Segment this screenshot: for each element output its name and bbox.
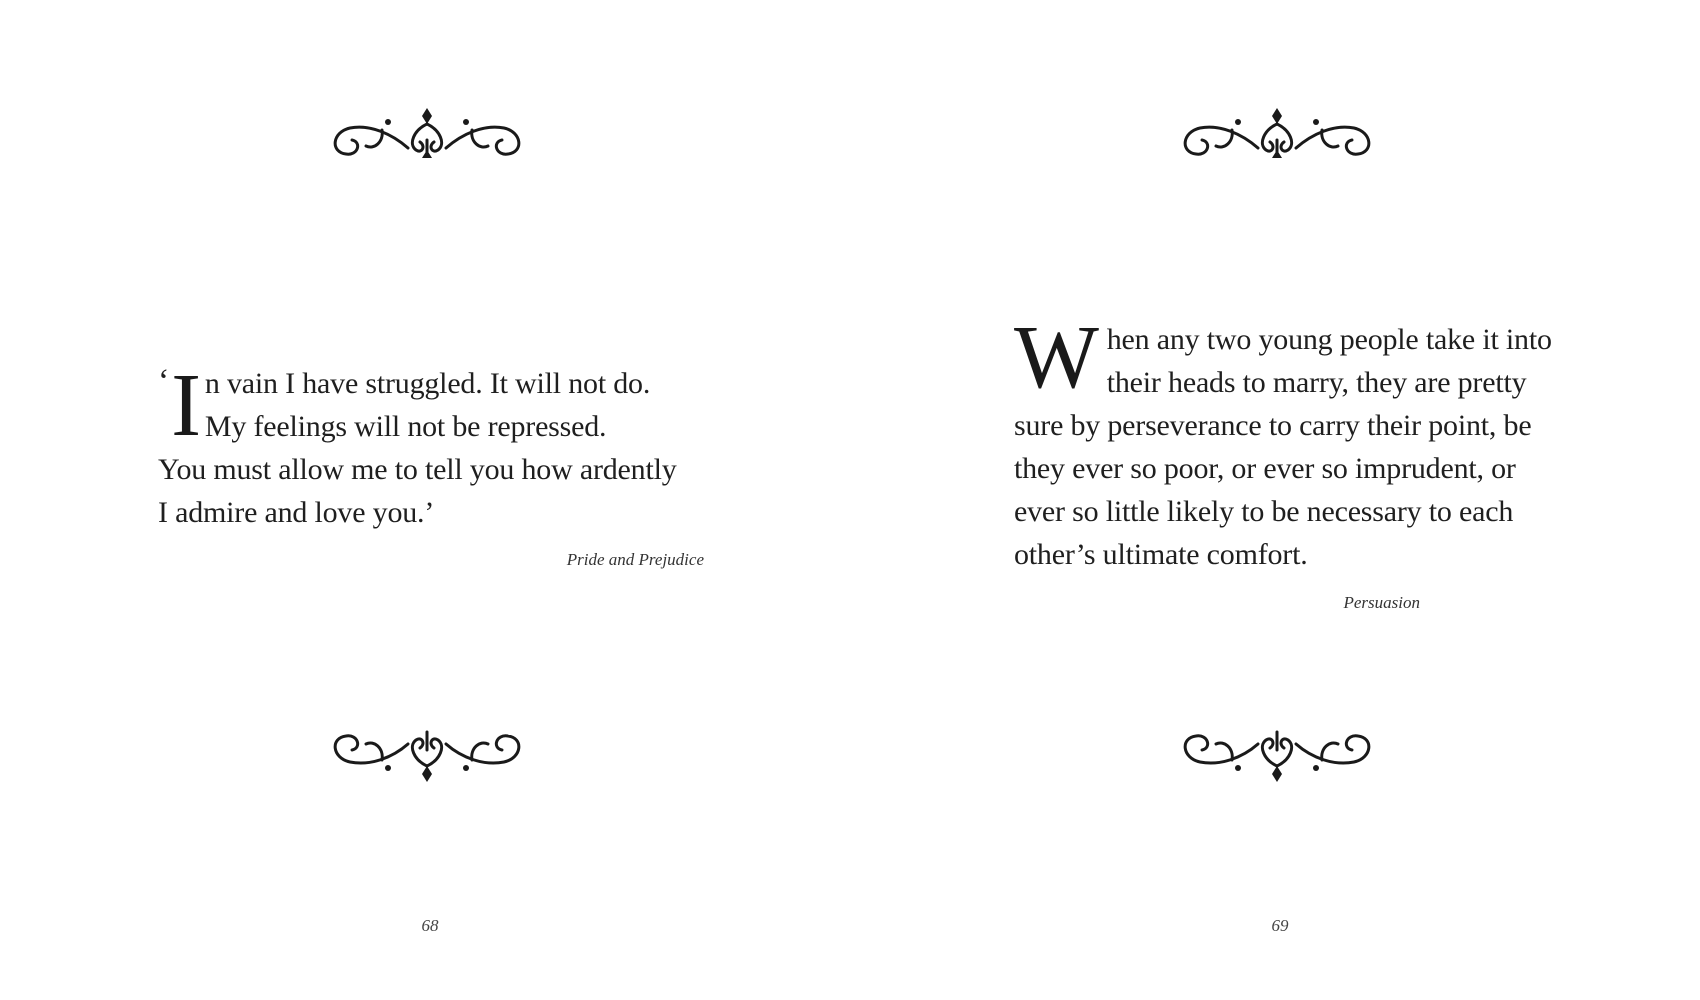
quote-line: I admire and love you.’ [158, 496, 435, 529]
ornamental-flourish-icon [322, 724, 532, 790]
drop-cap: I [171, 356, 201, 455]
ornamental-flourish-icon [1172, 724, 1382, 790]
quote-source: Persuasion [1343, 593, 1420, 612]
quote-line: other’s ultimate comfort. [1014, 538, 1308, 571]
right-page [850, 0, 1700, 1000]
page-number: 68 [421, 916, 439, 935]
quote-line: their heads to marry, they are pretty [1106, 366, 1527, 399]
quote-source: Pride and Prejudice [566, 550, 704, 569]
ornamental-flourish-icon [322, 100, 532, 166]
quote-line: ever so little likely to be necessary to each [1014, 495, 1514, 528]
quote-line: n vain I have struggled. It will not do. [204, 367, 651, 400]
quote-line: My feelings will not be repressed. [204, 410, 607, 443]
quote-line: they ever so poor, or ever so imprudent, or [1014, 452, 1516, 485]
quote-line: sure by perseverance to carry their point, be [1014, 409, 1532, 442]
ornamental-flourish-icon [1172, 100, 1382, 166]
quote-text [158, 356, 718, 534]
opening-quote-mark: ‘ [158, 363, 170, 400]
quote-text [1014, 308, 1614, 576]
quote-line: You must allow me to tell you how ardently [158, 453, 677, 486]
page-number: 69 [1271, 916, 1289, 935]
quote-line: hen any two young people take it into [1106, 323, 1552, 356]
drop-cap: W [1014, 308, 1099, 407]
